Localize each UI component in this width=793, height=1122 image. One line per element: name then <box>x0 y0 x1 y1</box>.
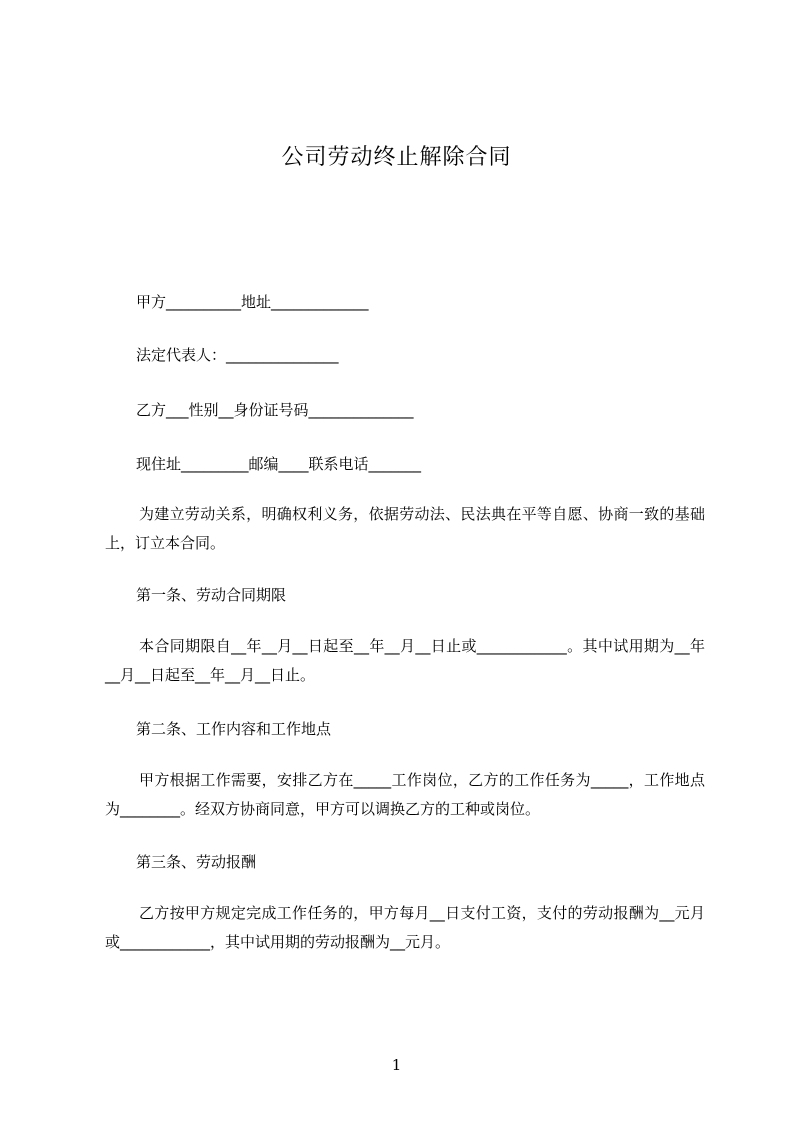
current-address-line: 现住址_________邮编____联系电话_______ <box>136 455 422 473</box>
section-2-heading: 第二条、工作内容和工作地点 <box>136 720 332 738</box>
document-title: 公司劳动终止解除合同 <box>281 145 512 170</box>
section-3-body: 乙方按甲方规定完成工作任务的，甲方每月__日支付工资，支付的劳动报酬为__元月或____________，其中试用期的劳动报酬为__元月。 <box>105 904 705 951</box>
legal-representative-line: 法定代表人：_______________ <box>136 346 339 364</box>
section-1-heading: 第一条、劳动合同期限 <box>136 586 287 604</box>
section-3-heading: 第三条、劳动报酬 <box>136 853 257 871</box>
section-2-body: 甲方根据工作需要，安排乙方在_____工作岗位，乙方的工作任务为_____，工作地点为________。经双方协商同意，甲方可以调换乙方的工种或岗位。 <box>105 771 705 818</box>
intro-paragraph: 为建立劳动关系，明确权利义务，依据劳动法、民法典在平等自愿、协商一致的基础上，订立本合同。 <box>105 505 705 552</box>
party-a-line: 甲方__________地址_____________ <box>136 293 369 311</box>
page-number: 1 <box>391 1056 402 1074</box>
section-1-body: 本合同期限自__年__月__日起至__年__月__日止或____________。其中试用期为__年__月__日起至__年__月__日止。 <box>105 637 705 684</box>
party-b-line: 乙方___性别__身份证号码______________ <box>136 401 414 419</box>
